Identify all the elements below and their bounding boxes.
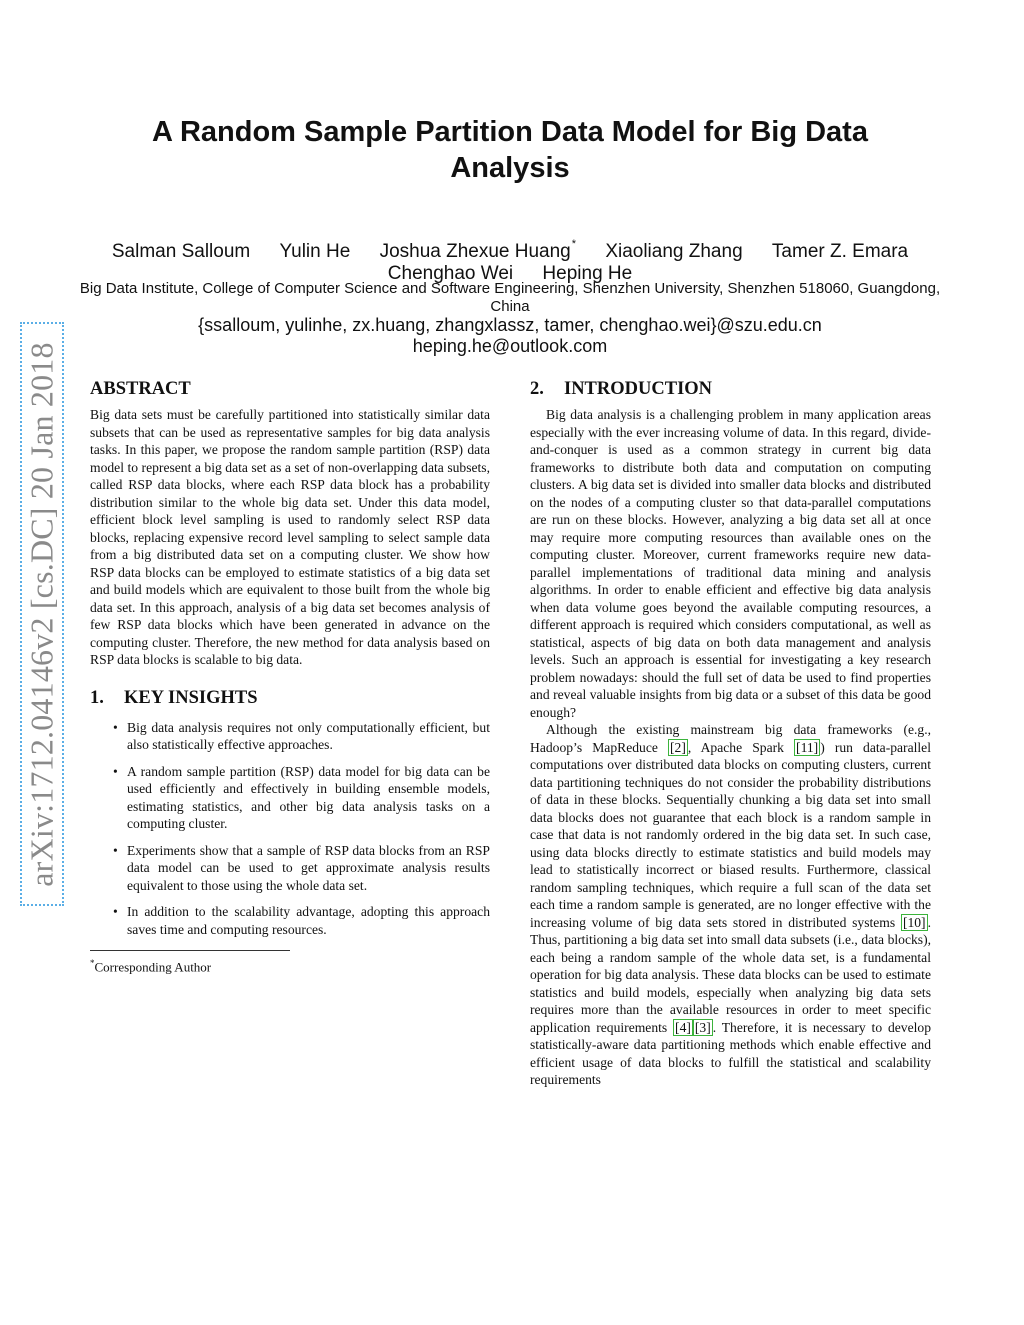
right-column xyxy=(530,378,931,1089)
intro-paragraph-2 xyxy=(530,721,931,1089)
author-affiliation: Big Data Institute, College of Computer Science and Software Engineering, Shenzhen University, Shenzhen 518060, Guangdong, China xyxy=(79,280,941,315)
email-line-1[interactable]: {ssalloum, yulinhe, zx.huang, zhangxlassz, tamer, chenghao.wei}@szu.edu.cn xyxy=(198,315,822,335)
paragraph-text: . Thus, partitioning a big data set into small data subsets (i.e., data blocks), each being a random sample of the whole data set, is a fundamental operation for big data analysis. These data blocks can be used to estimate statistics and build models, especially when analyzing big data sets requires more than the available resources in order to meet specific application requirements xyxy=(530,914,931,1035)
list-item-text: In addition to the scalability advantage, adopting this approach saves time and computing resources. xyxy=(127,904,490,937)
bullet-icon: • xyxy=(113,763,118,779)
introduction-heading xyxy=(530,378,931,400)
list-item xyxy=(90,763,490,833)
bullet-icon: • xyxy=(113,719,118,735)
footnote-mark: * xyxy=(90,958,95,968)
author-name xyxy=(379,238,577,263)
bullet-icon: • xyxy=(113,904,118,919)
author-list xyxy=(60,236,960,285)
bullet-icon: • xyxy=(113,842,118,858)
author-name: Chenghao Wei xyxy=(387,263,514,285)
list-item-text: A random sample partition (RSP) data model for big data can be used efficiently and effectively in building ensemble models, estimating statistics, and other big data analysis tasks on a computing cluster. xyxy=(127,763,490,831)
corresponding-author-mark: * xyxy=(571,238,577,250)
author-name: Xiaoliang Zhang xyxy=(605,241,743,263)
paragraph-text: , Apache Spark xyxy=(687,739,795,755)
list-item xyxy=(90,903,490,938)
paper-title: A Random Sample Partition Data Model for Big Data Analysis xyxy=(152,116,868,184)
author-emails xyxy=(60,315,960,357)
footnote xyxy=(90,955,490,975)
abstract-text: Big data sets must be carefully partitioned into statistically similar data subsets that can be used as representative samples for big data analysis tasks. In this paper, we propose the random sample partition (RSP) data model to represent a big data set as a set of non-overlapping data subsets, called RSP data blocks, where each RSP data block has a probability distribution similar to the whole big data set. Under this data model, efficient block level sampling is used to randomly select RSP data blocks, replacing expensive record level sampling to select sample data from a big distributed data set on a computing cluster. We show how RSP data blocks can be employed to estimate statistics of a big data set and build models which are equivalent to those built from the whole big data set. In this approach, analysis of a big data set becomes analysis of few RSP data blocks which have been generated in advance on the computing cluster. Therefore, the new method for data analysis based on RSP data blocks is scalable to big data. xyxy=(90,407,490,667)
key-insights-heading xyxy=(90,687,490,709)
key-insights-list xyxy=(90,719,490,939)
intro-paragraph-1: Big data analysis is a challenging problem in many application areas especially with the ever increasing volume of data. In this regard, divide-and-conquer is used as a common strategy in current big data frameworks to distribute both data and computation on computing clusters. A big data set is divided into smaller data blocks and distributed on the nodes of a computing cluster so that data-parallel computations are run on these blocks. However, analyzing a big data set all at once may require more computing resources than available ones on the computing cluster. Moreover, current frameworks require new data-parallel implementations of traditional data mining and analysis algorithms. In order to enable efficient and effective big data analysis when data volume goes beyond the available computing resources, a different approach is required which considers computational, as well as statistical, aspects of big data on both data management and analysis levels. Such an approach is essential for investigating a key research problem nowadays: should the full set of data be used to find properties and reveal valuable insights from big data or a subset of this data be good enough? xyxy=(530,407,931,720)
footnote-divider xyxy=(90,950,290,951)
paragraph-text: ) run data-parallel computations over distributed data blocks on computing clusters, current data partitioning techniques do not consider the probability distributions of data in these blocks. Sequentially chunking a big data set into small data blocks does not guarantee that each block is a random sample in case that data is not randomly ordered in the big data set. In such case, using data blocks directly to estimate statistics and build models may lead to statistically incorrect or biased results. Furthermore, classical random sampling techniques, which require a full scan of the data set each time a random sample is generated, are no longer effective with the increasing volume of big data sets stored in distributed systems xyxy=(530,739,931,930)
abstract-heading: ABSTRACT xyxy=(90,379,191,399)
section-title: INTRODUCTION xyxy=(564,379,713,399)
list-item xyxy=(90,842,490,895)
citation-link[interactable]: [10] xyxy=(902,914,926,930)
section-title: KEY INSIGHTS xyxy=(124,687,258,708)
author-name: Tamer Z. Emara xyxy=(771,241,909,263)
section-number: 2. xyxy=(530,379,544,399)
citation-link[interactable]: [3] xyxy=(694,1019,711,1035)
section-spacer xyxy=(90,669,490,687)
author-name: Yulin He xyxy=(279,241,351,263)
paragraph-text: Although the existing mainstream big data frameworks (e.g., Hadoop’s MapReduce xyxy=(530,722,931,755)
author-name-text: Joshua Zhexue Huang xyxy=(379,241,571,263)
paragraph-text: . Therefore, it is necessary to develop statistically-aware data partitioning methods which enable effective and efficient usage of data blocks to fulfill the statistical and scalability requirements xyxy=(530,1019,931,1087)
author-name: Salman Salloum xyxy=(111,241,251,263)
citation-link[interactable]: [4] xyxy=(675,1019,691,1035)
list-item-text: Big data analysis requires not only computationally efficient, but also statistically effective approaches. xyxy=(127,719,490,752)
footnote-text: Corresponding Author xyxy=(94,959,212,975)
arxiv-id-text: arXiv:1712.04146v2 [cs.DC] 20 Jan 2018 xyxy=(23,341,60,887)
section-number: 1. xyxy=(90,687,104,708)
citation-link[interactable]: [11] xyxy=(796,739,819,755)
arxiv-identifier-stamp[interactable] xyxy=(20,322,64,906)
left-column xyxy=(90,378,490,975)
email-line-2[interactable]: heping.he@outlook.com xyxy=(412,336,608,356)
author-name: Heping He xyxy=(542,263,633,285)
author-line-1 xyxy=(60,236,960,263)
list-item xyxy=(90,719,490,754)
citation-link[interactable]: [2] xyxy=(670,739,686,755)
list-item-text: Experiments show that a sample of RSP data blocks from an RSP data model can be used to get approximate analysis results equivalent to those using the whole data set. xyxy=(127,842,490,893)
